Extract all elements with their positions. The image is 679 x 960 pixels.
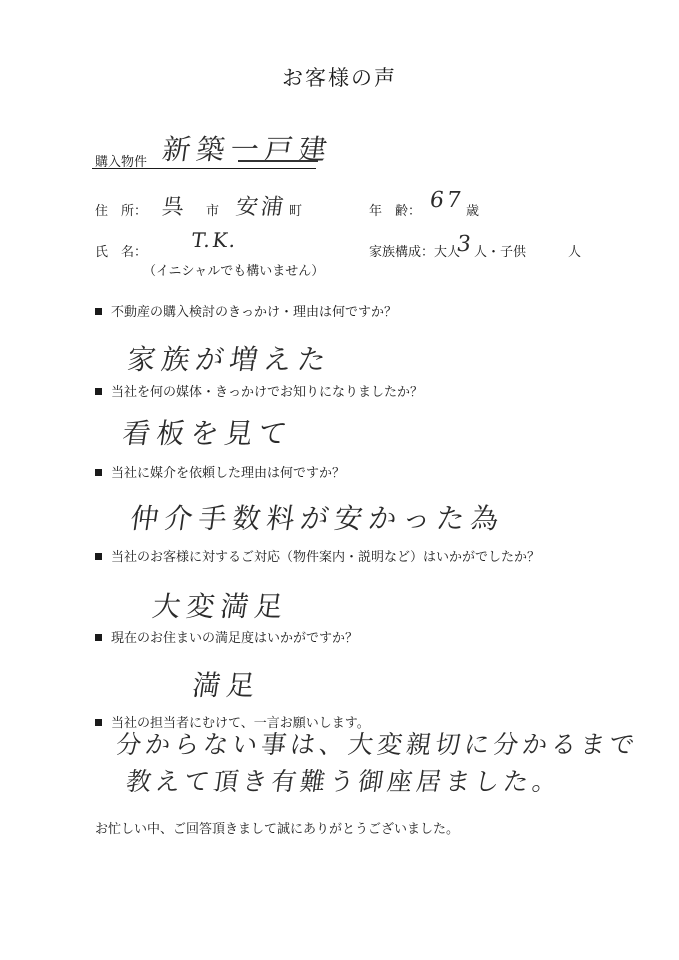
question-2: 当社を何の媒体・きっかけでお知りになりましたか？ (95, 381, 423, 400)
bullet-square-icon (95, 719, 102, 726)
question-6: 当社の担当者にむけて、一言お願いします。 (95, 712, 370, 731)
question-3: 当社に媒介を依頼した理由は何ですか？ (95, 462, 345, 481)
question-5: 現在のお住まいの満足度はいかがですか？ (95, 627, 358, 646)
handwritten-strike (238, 160, 318, 162)
age-label: 年 齢： (369, 204, 422, 219)
page-title: お客様の声 (282, 66, 397, 90)
closing-message: お忙しい中、ご回答頂きまして誠にありがとうございました。 (95, 822, 460, 837)
answer-6-line-1: 分からない事は、大変親切に分かるまで (114, 730, 641, 759)
bullet-square-icon (95, 553, 102, 560)
answer-5: 満足 (190, 669, 263, 702)
address-city: 呉 (160, 195, 189, 220)
property-label: 購入物件 (95, 155, 148, 170)
address-town: 安浦 (234, 195, 288, 220)
name-label: 氏 名： (95, 245, 148, 260)
family-middle: 人・子供 (474, 245, 527, 260)
answer-4: 大変満足 (150, 590, 291, 623)
family-label: 家族構成：大人 (369, 245, 461, 260)
bullet-square-icon (95, 388, 102, 395)
bullet-square-icon (95, 469, 102, 476)
answer-2: 看板を見て (120, 417, 295, 450)
bullet-square-icon (95, 634, 102, 641)
answer-1: 家族が増えた (125, 343, 334, 376)
name-value: T.K. (190, 228, 240, 252)
family-suffix: 人 (568, 245, 582, 260)
answer-6-line-2: 教えて頂き有難う御座居ました。 (124, 767, 564, 796)
bullet-square-icon (95, 308, 102, 315)
age-value: 67 (428, 188, 466, 213)
question-1: 不動産の購入検討のきっかけ・理由は何ですか？ (95, 301, 397, 320)
property-value: 新築一戸建 (160, 133, 335, 166)
address-label: 住 所： (95, 204, 148, 219)
question-4: 当社のお客様に対するご対応（物件案内・説明など）はいかがでしたか？ (95, 546, 540, 565)
answer-3: 仲介手数料が安かった為 (128, 502, 507, 535)
family-adults: 3 (455, 232, 476, 257)
property-underline (92, 168, 316, 169)
age-suffix: 歳 (466, 204, 480, 219)
address-city-suffix: 市 (206, 204, 220, 219)
name-note: （イニシャルでも構いません） (143, 264, 325, 279)
address-town-suffix: 町 (289, 204, 303, 219)
